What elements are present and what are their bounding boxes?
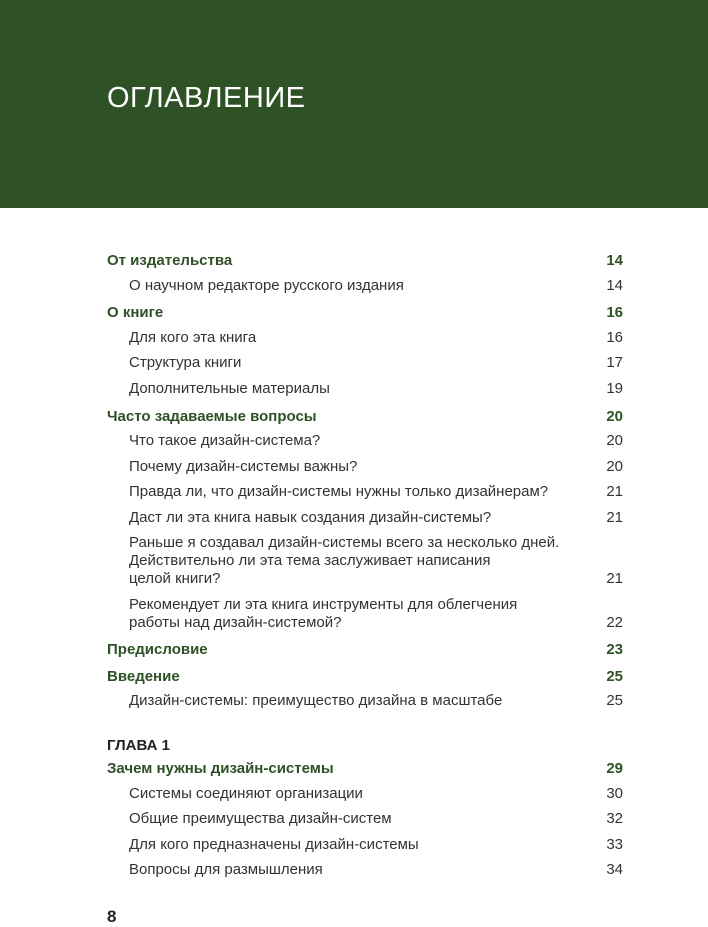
toc-entry-label: Общие преимущества дизайн-систем (129, 810, 392, 827)
toc-subsection-row[interactable] (129, 596, 623, 632)
toc-subsection-row[interactable] (129, 534, 623, 588)
toc-entry-page: 20 (606, 432, 623, 449)
toc-entry-page: 22 (606, 614, 623, 631)
toc-section-row[interactable] (107, 668, 623, 686)
toc-entry-page: 20 (606, 408, 623, 425)
toc-section-row[interactable] (107, 408, 623, 426)
toc-entry-label: Введение (107, 668, 180, 685)
toc-entry-label: Правда ли, что дизайн-системы нужны только дизайнерам? (129, 483, 549, 500)
toc-entry-page: 25 (606, 692, 623, 709)
toc-entry-label: Системы соединяют организации (129, 785, 363, 802)
page-number: 8 (107, 907, 117, 926)
toc-entry-label: От издательства (107, 252, 233, 269)
toc-subsection-row[interactable] (129, 861, 623, 879)
toc-entry-label: Дополнительные материалы (129, 380, 330, 397)
toc-section-row[interactable] (107, 304, 623, 322)
toc-entry-page: 14 (606, 252, 623, 269)
toc-subsection-row[interactable] (129, 509, 623, 527)
toc-entry-label: Рекомендует ли эта книга инструменты для облегчения работы над дизайн-системой? (129, 596, 518, 631)
toc-subsection-row[interactable] (129, 836, 623, 854)
toc-entry-label: Даст ли эта книга навык создания дизайн-системы? (129, 509, 492, 526)
toc-entry-page: 16 (606, 329, 623, 346)
toc-entry-label: Дизайн-системы: преимущество дизайна в масштабе (129, 692, 503, 709)
toc-entry-label: О научном редакторе русского издания (129, 277, 404, 294)
toc-entry-label: Почему дизайн-системы важны? (129, 458, 358, 475)
toc-subsection-row[interactable] (129, 810, 623, 828)
toc-entry-label: Часто задаваемые вопросы (107, 408, 317, 425)
toc-subsection-row[interactable] (129, 692, 623, 710)
toc-entry-page: 19 (606, 380, 623, 397)
toc-entry-label: Зачем нужны дизайн-системы (107, 760, 334, 777)
chapter-heading: ГЛАВА 1 (107, 737, 170, 754)
toc-subsection-row[interactable] (129, 483, 623, 501)
toc-entry-page: 20 (606, 458, 623, 475)
toc-section-row[interactable] (107, 252, 623, 270)
toc-entry-page: 25 (606, 668, 623, 685)
toc-entry-page: 32 (606, 810, 623, 827)
toc-entry-page: 23 (606, 641, 623, 658)
header-band (0, 0, 708, 208)
toc-subsection-row[interactable] (129, 380, 623, 398)
toc-entry-page: 17 (606, 354, 623, 371)
toc-entry-page: 16 (606, 304, 623, 321)
toc-subsection-row[interactable] (129, 354, 623, 372)
toc-subsection-row[interactable] (129, 785, 623, 803)
toc-entry-page: 21 (606, 483, 623, 500)
toc-entry-label: О книге (107, 304, 164, 321)
toc-entry-page: 29 (606, 760, 623, 777)
page-title: ОГЛАВЛЕНИЕ (107, 82, 306, 114)
toc-entry-label: Структура книги (129, 354, 242, 371)
toc-subsection-row[interactable] (129, 458, 623, 476)
toc-subsection-row[interactable] (129, 329, 623, 347)
toc-entry-page: 21 (606, 509, 623, 526)
toc-entry-label: Для кого предназначены дизайн-системы (129, 836, 419, 853)
toc-section-row[interactable] (107, 760, 623, 778)
toc-subsection-row[interactable] (129, 277, 623, 295)
toc-entry-label: Для кого эта книга (129, 329, 257, 346)
toc-entry-page: 34 (606, 861, 623, 878)
toc-entry-label: Вопросы для размышления (129, 861, 323, 878)
toc-section-row[interactable] (107, 641, 623, 659)
toc-entry-label: Что такое дизайн-система? (129, 432, 321, 449)
toc-subsection-row[interactable] (129, 432, 623, 450)
toc-entry-page: 21 (606, 570, 623, 587)
toc-entry-page: 30 (606, 785, 623, 802)
toc-entry-page: 33 (606, 836, 623, 853)
toc-entry-page: 14 (606, 277, 623, 294)
toc-entry-label: Предисловие (107, 641, 208, 658)
toc-entry-label: Раньше я создавал дизайн-системы всего за несколько дней. Действительно ли эта тема заслуживает написания целой книги? (129, 534, 560, 587)
